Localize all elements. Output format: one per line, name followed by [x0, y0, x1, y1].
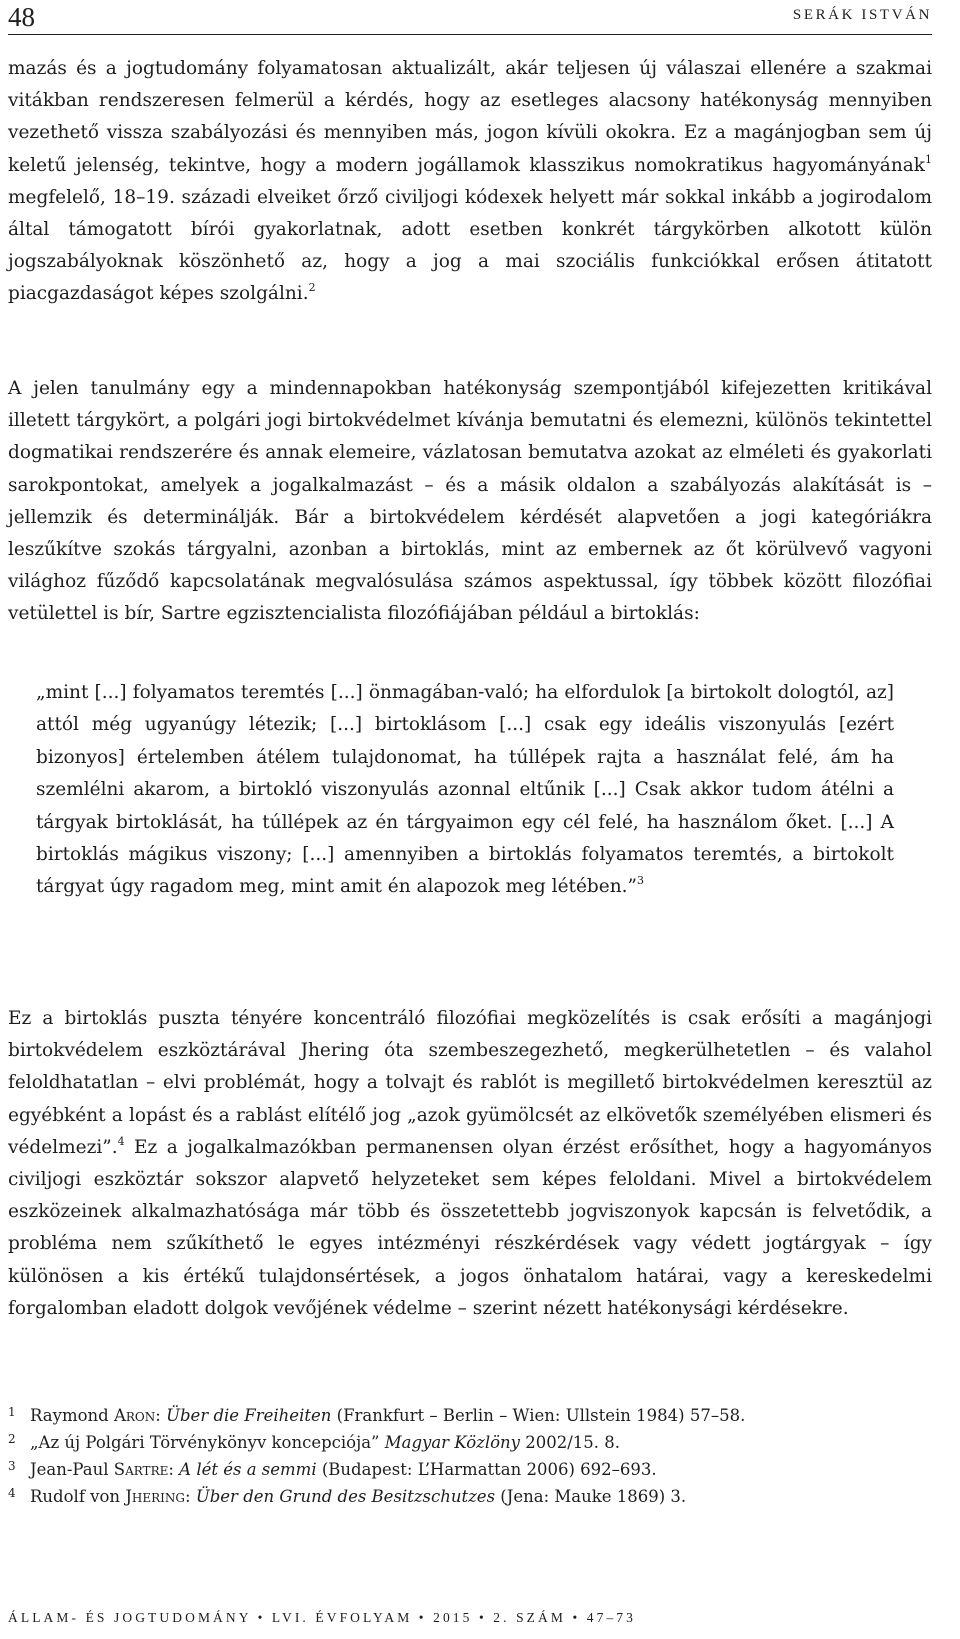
footnote-text: (Frankfurt – Berlin – Wien: Ullstein 1984) 57–58. [331, 1406, 746, 1425]
footnote-number: 3 [8, 1459, 16, 1473]
footnote-text: Raymond [30, 1406, 114, 1425]
block-quote-text: „mint [...] folyamatos teremtés [...] önmagában-való; ha elfordulok [a birtokolt dologtól, az] attól még ugyanúgy létezik; [...] birtoklásom [...] csak egy ideális viszonyulás [ezért bizonyos] értelemben átélem tulajdonomat, ha túllépek rajta a használat felé, ám ha szemlélni akarom, a birtokló viszonyulás azonnal eltűnik [...] Csak akkor tudom átélni a tárgyak birtoklását, ha túllépek az én tárgyaimon egy cél felé, ha használom őket. [...] A birtoklás mágikus viszony; [...] amennyiben a birtoklás folyamatos teremtés, a birtokolt tárgyat úgy ragadom meg, mint amit én alapozok meg létében.” [36, 682, 894, 898]
paragraph-3-text-a: Ez a birtoklás puszta tényére koncentráló filozófiai megközelítés is csak erősíti a magánjogi birtokvédelem eszköztárával Jhering óta szembeszegezhető, megkerülhetetlen – és valahol feloldhatatlan – elvi problémát, hogy a tolvajt és rablót is megillető birtokvédelmen keresztül az egyébként a lopást és a rablást elítélő jog „azok gyümölcsét az elkövetők személyében elismeri és védelmezi”. [8, 1008, 932, 1158]
footnote-ref-4[interactable]: 4 [117, 1134, 125, 1148]
paragraph-2 [8, 373, 932, 631]
footnote-ref-2[interactable]: 2 [308, 281, 316, 295]
block-quote [36, 677, 894, 904]
footnote-text: : [168, 1460, 180, 1479]
footnote-text: 2002/15. 8. [520, 1433, 621, 1452]
footnote [8, 1402, 908, 1429]
paragraph-1 [8, 53, 932, 311]
footnote-text: : [185, 1487, 196, 1506]
footnote-author: Jhering [125, 1487, 186, 1506]
paragraph-1-text-b: megfelelő, 18–19. századi elveiket őrző civiljogi kódexek helyett már sokkal inkább a jogirodalom által támogatott bírói gyakorlatnak, adott esetben konkrét tárgykörben alkotott külön jogszabályoknak köszönhető az, hogy a jog a mai szociális funkciókkal erősen átitatott piacgazdaságot képes szolgálni. [8, 186, 932, 305]
footnote-author: Sartre [113, 1460, 169, 1479]
running-header [8, 0, 932, 35]
paragraph-3-text-b: Ez a jogalkalmazókban permanensen olyan érzést erősíthet, hogy a hagyományos civiljogi eszköztár sokszor alapvető helyzeteket sem képes feloldani. Mivel a birtokvédelem eszközeinek alkalmazhatósága már több és összetettebb jogviszonyok kapcsán is felvetődik, a probléma nem szűkíthető le egyes intézményi részkérdések vagy védett jogtárgyak – így különösen a kis értékű tulajdonsértések, a jogos önhatalom határai, vagy a kereskedelmi forgalomban eladott dolgok vevőjének védelme – szerint nézett hatékonysági kérdésekre. [8, 1136, 932, 1319]
footnote [8, 1483, 908, 1510]
footnote-text: : [155, 1406, 167, 1425]
footnote-text: Jean-Paul [30, 1460, 114, 1479]
footnote-title: A lét és a semmi [179, 1460, 317, 1479]
footnote [8, 1429, 908, 1456]
page-number: 48 [8, 2, 35, 32]
footnote [8, 1456, 908, 1483]
footnote-author: Aron [113, 1406, 156, 1425]
paragraph-2-text: A jelen tanulmány egy a mindennapokban hatékonyság szempontjából kifejezetten kritikával illetett tárgykört, a polgári jogi birtokvédelmet kívánja bemutatni és elemezni, különös tekintettel dogmatikai rendszerére és annak elemeire, vázlatosan bemutatva azokat az elméleti és gyakorlati sarokpontokat, amelyek a jogalkalmazást – és a másik oldalon a szabályozás alakítását is – jellemzik és determinálják. Bár a birtokvédelem kérdését alapvetően a jogi kategóriákra leszűkítve szokás tárgyalni, azonban a birtoklás, mint az embernek az őt körülvevő vagyoni világhoz fűződő kapcsolatának megvalósulása számos aspektussal, így többek között filozófiai vetülettel is bír, Sartre egzisztencialista filozófiájában például a birtoklás: [8, 378, 932, 625]
journal-footer: ÁLLAM- ÉS JOGTUDOMÁNY • LVI. ÉVFOLYAM • 2015 • 2. SZÁM • 47–73 [8, 1610, 637, 1625]
footnote-title: Über die Freiheiten [166, 1406, 332, 1425]
paragraph-1-text-a: mazás és a jogtudomány folyamatosan aktualizált, akár teljesen új válaszai ellenére a szakmai vitákban rendszeresen felmerül a kérdés, hogy az esetleges alacsony hatékonyság mennyiben vezethető vissza szabályozási és mennyiben más, jogon kívüli okokra. Ez a magánjogban sem új keletű jelenség, tekintve, hogy a modern jogállamok klasszikus nomokratikus hagyományának [8, 58, 932, 176]
footnote-number: 1 [8, 1405, 16, 1419]
footnote-title: Über den Grund des Besitzschutzes [195, 1487, 496, 1506]
footnote-ref-3[interactable]: 3 [636, 874, 644, 888]
running-author: SERÁK ISTVÁN [792, 7, 932, 23]
footnote-text: (Jena: Mauke 1869) 3. [495, 1487, 687, 1506]
footnote-title: Magyar Közlöny [384, 1433, 520, 1452]
footnotes [8, 1402, 908, 1510]
footnote-number: 2 [8, 1432, 16, 1446]
footnote-ref-1[interactable]: 1 [925, 152, 932, 166]
paragraph-3 [8, 1003, 932, 1325]
footnote-text: Rudolf von [30, 1487, 126, 1506]
footnote-text: „Az új Polgári Törvénykönyv koncepciója” [30, 1433, 385, 1452]
footnote-number: 4 [8, 1486, 16, 1500]
footnote-text: (Budapest: L’Harmattan 2006) 692–693. [316, 1460, 657, 1479]
